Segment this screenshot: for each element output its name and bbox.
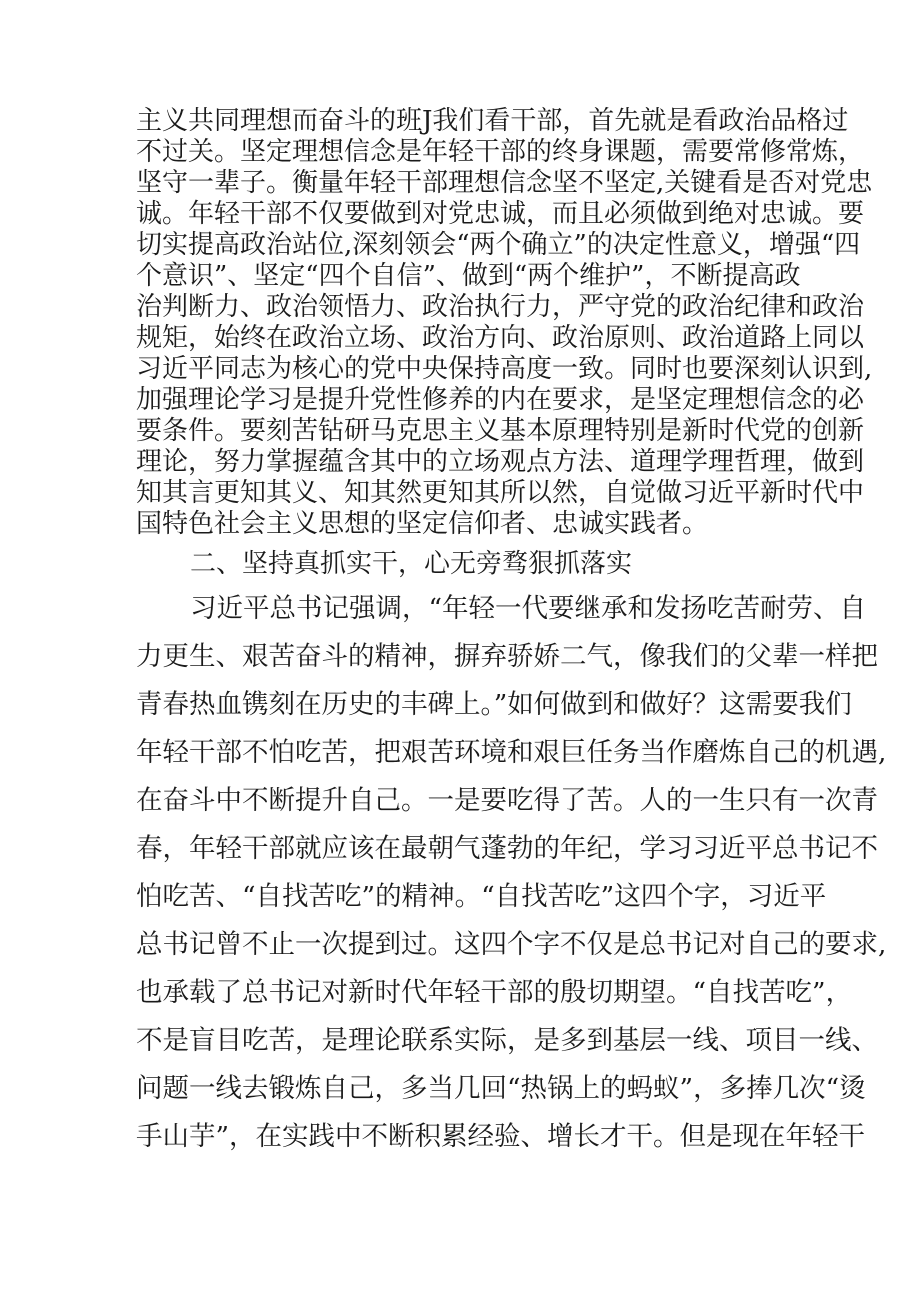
paragraph-2-line: 习近平总书记强调，“年轻一代要继承和发扬吃苦耐劳、自 xyxy=(190,593,867,624)
paragraph-2-line: 青春热血镌刻在历史的丰碑上。”如何做到和做好？这需要我们 xyxy=(136,689,852,720)
paragraph-1-line: 诚。年轻干部不仅要做到对党忠诚，而且必须做到绝对忠诚。要 xyxy=(136,199,865,229)
paragraph-2-line: 手山芋”，在实践中不断积累经验、增长才干。但是现在年轻干 xyxy=(136,1121,866,1152)
paragraph-1-line: 国特色社会主义思想的坚定信仰者、忠诚实践者。 xyxy=(136,509,709,539)
paragraph-1-line: 坚守一辈子。衡量年轻干部理想信念坚不坚定,关键看是否对党忠 xyxy=(136,168,873,198)
paragraph-1-line: 个意识”、坚定“四个自信”、做到“两个维护”，不断提高政 xyxy=(136,261,801,291)
section-heading: 二、坚持真抓实干，心无旁骛狠抓落实 xyxy=(190,549,633,579)
paragraph-1-line: 切实提高政治站位,深刻领会“两个确立”的决定性意义，增强“四 xyxy=(136,230,861,260)
paragraph-2-line: 在奋斗中不断提升自己。一是要吃得了苦。人的一生只有一次青 xyxy=(136,785,878,816)
paragraph-2-line: 年轻干部不怕吃苦，把艰苦环境和艰巨任务当作磨炼自己的机遇, xyxy=(136,737,887,768)
paragraph-1-line: 治判断力、政治领悟力、政治执行力，严守党的政治纪律和政治 xyxy=(136,292,865,322)
paragraph-2-line: 力更生、艰苦奋斗的精神，摒弃骄娇二气，像我们的父辈一样把 xyxy=(136,641,878,672)
paragraph-1-line: 知其言更知其义、知其然更知其所以然，自觉做习近平新时代中 xyxy=(136,478,865,508)
paragraph-1-line: 理论，努力掌握蕴含其中的立场观点方法、道理学理哲理，做到 xyxy=(136,447,865,477)
paragraph-1-line: 主义共同理想而奋斗的班J我们看干部，首先就是看政治品格过 xyxy=(136,106,849,136)
paragraph-1-line: 规矩，始终在政治立场、政治方向、政治原则、政治道路上同以 xyxy=(136,323,865,353)
paragraph-1-line: 习近平同志为核心的党中央保持高度一致。同时也要深刻认识到, xyxy=(136,354,873,384)
paragraph-2-line: 问题一线去锻炼自己，多当几回“热锅上的蚂蚁”，多捧几次“烫 xyxy=(136,1073,866,1104)
paragraph-2-line: 不是盲目吃苦，是理论联系实际，是多到基层一线、项目一线、 xyxy=(136,1025,878,1056)
paragraph-2-line: 春，年轻干部就应该在最朝气蓬勃的年纪，学习习近平总书记不 xyxy=(136,833,878,864)
paragraph-1-line: 不过关。坚定理想信念是年轻干部的终身课题，需要常修常炼， xyxy=(136,137,865,167)
paragraph-1-line: 加强理论学习是提升党性修养的内在要求，是坚定理想信念的必 xyxy=(136,385,865,415)
paragraph-2-line: 也承载了总书记对新时代年轻干部的殷切期望。“自找苦吃”， xyxy=(136,977,853,1008)
paragraph-2-line: 怕吃苦、“自找苦吃”的精神。“自找苦吃”这四个字，习近平 xyxy=(136,881,827,912)
paragraph-1-line: 要条件。要刻苦钻研马克思主义基本原理特别是新时代党的创新 xyxy=(136,416,865,446)
paragraph-2-line: 总书记曾不止一次提到过。这四个字不仅是总书记对自己的要求, xyxy=(136,929,887,960)
